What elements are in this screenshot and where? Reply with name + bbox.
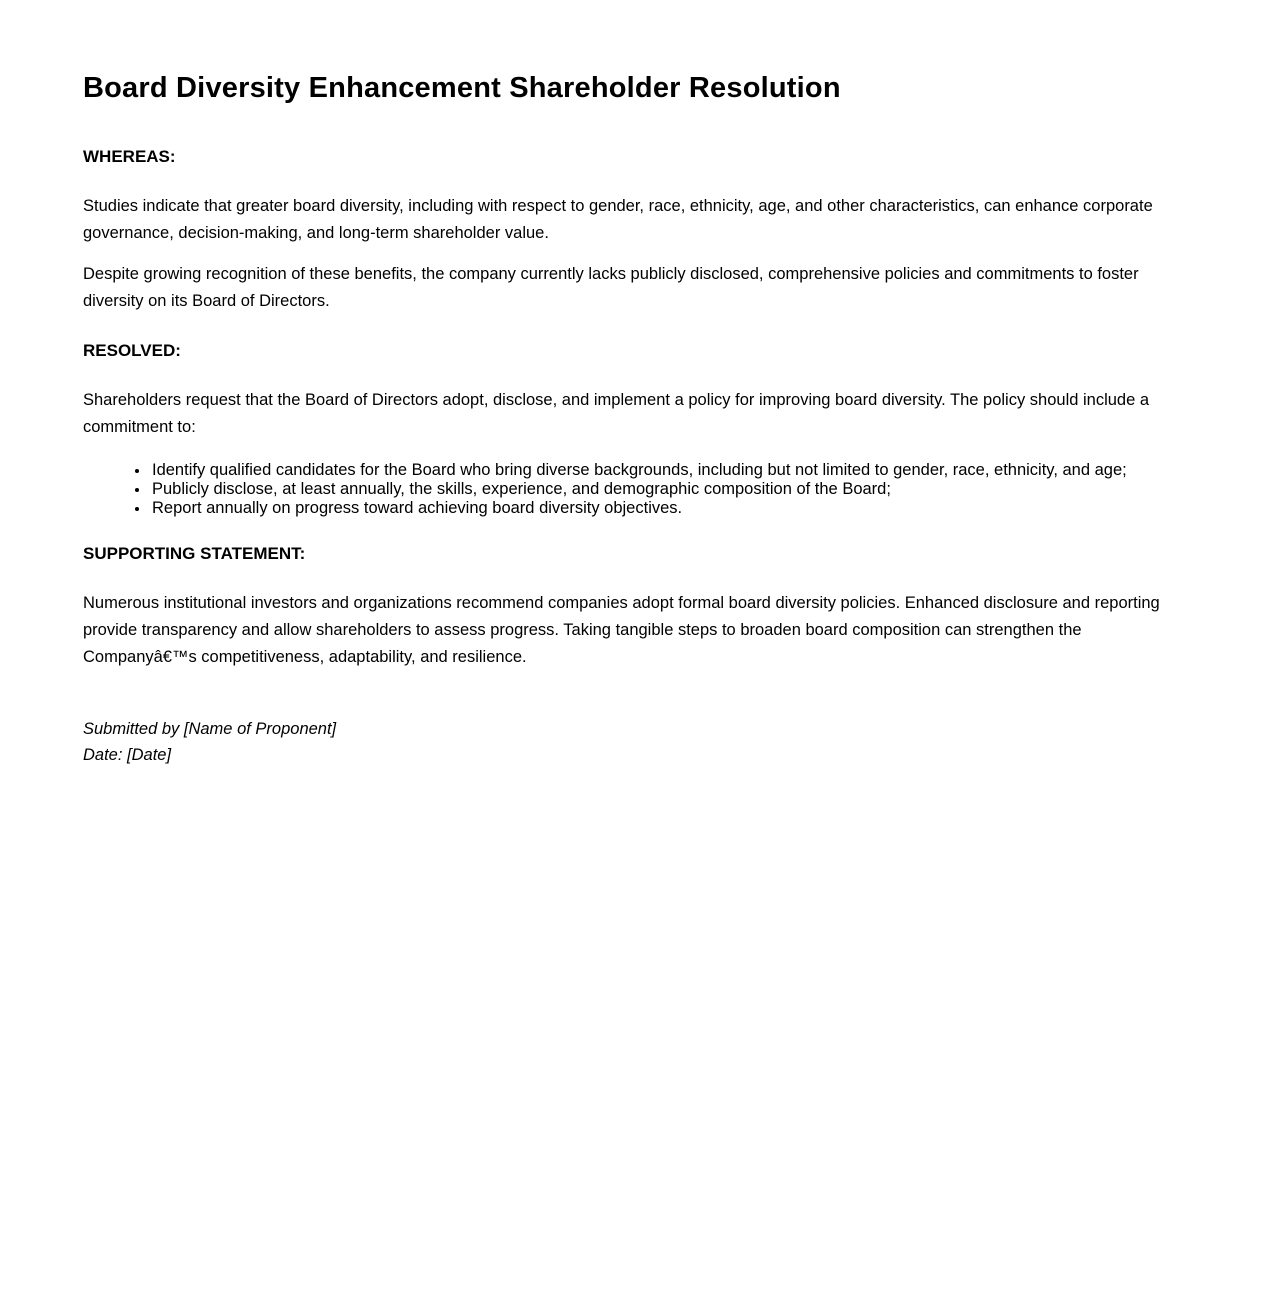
- document-title: Board Diversity Enhancement Shareholder Resolution: [83, 72, 841, 104]
- date-line: Date: [Date]: [83, 746, 172, 765]
- section-heading-whereas: WHEREAS:: [83, 147, 176, 167]
- list-item-report-annually: • Report annually on progress toward achieving board diversity objectives.: [150, 499, 1190, 518]
- section-heading-supporting-statement: SUPPORTING STATEMENT:: [83, 544, 306, 564]
- supporting-statement-paragraph: Numerous institutional investors and organizations recommend companies adopt formal board diversity policies. Enhanced disclosure and reporting provide transparency and allow shareholders to assess progress. Taking tangible steps to broaden board composition can strengthen the Companyâ€™s competitiveness, adaptability, and resilience.: [83, 594, 1160, 667]
- resolved-paragraph: Shareholders request that the Board of Directors adopt, disclose, and implement a policy for improving board diversity. The policy should include a commitment to:: [83, 391, 1150, 437]
- commitment-list: [83, 461, 1190, 518]
- submitted-by-line: Submitted by [Name of Proponent]: [83, 720, 337, 739]
- whereas-paragraph-2: Despite growing recognition of these benefits, the company currently lacks publicly disclosed, comprehensive policies and commitments to foster diversity on its Board of Directors.: [83, 265, 1139, 311]
- list-item-publicly-disclose: • Publicly disclose, at least annually, the skills, experience, and demographic composition of the Board;: [150, 480, 1190, 499]
- list-item-identify-candidates: • Identify qualified candidates for the Board who bring diverse backgrounds, including but not limited to gender, race, ethnicity, and age;: [150, 461, 1190, 480]
- section-heading-resolved: RESOLVED:: [83, 341, 181, 361]
- whereas-paragraph-1: Studies indicate that greater board diversity, including with respect to gender, race, ethnicity, age, and other characteristics, can enhance corporate governance, decision-making, and long-term shareholder value.: [83, 197, 1153, 243]
